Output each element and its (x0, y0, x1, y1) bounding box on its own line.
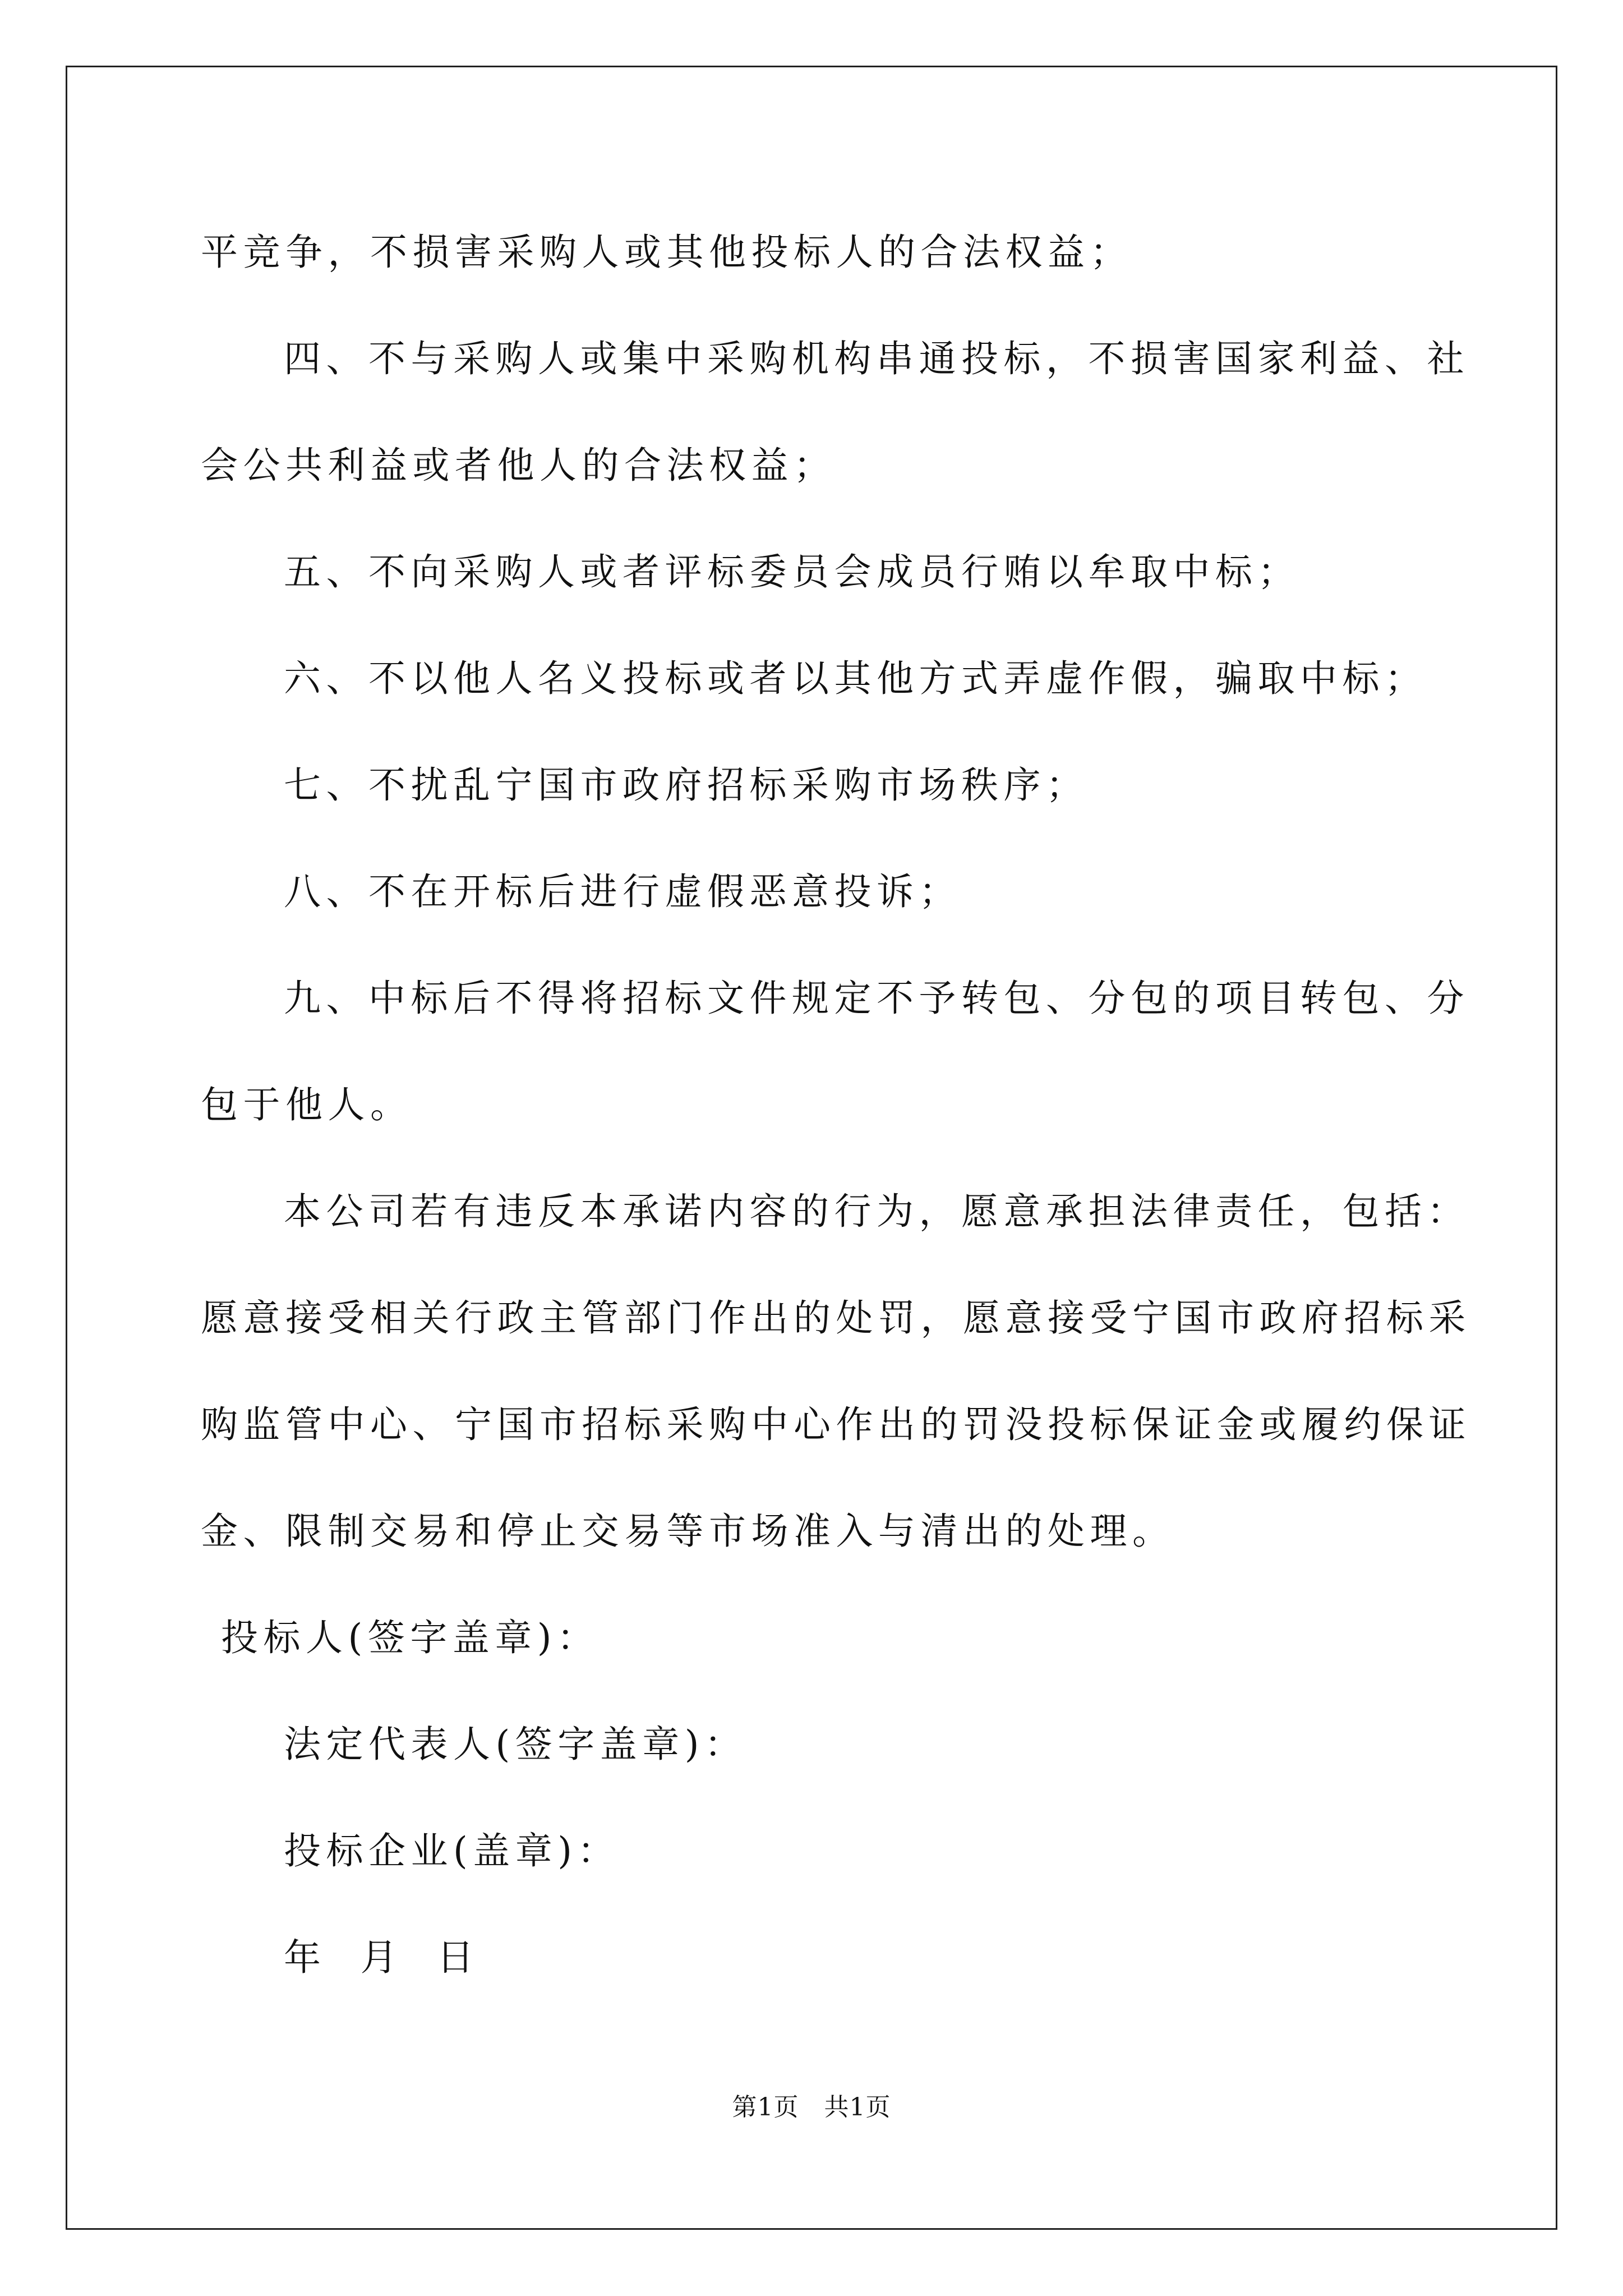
text-line: 七、不扰乱宁国市政府招标采购市场秩序； (284, 763, 1089, 807)
signature-line-legal-rep: 法定代表人(签字盖章)： (284, 1723, 747, 1766)
text-line: 购监管中心、宁国市招标采购中心作出的罚没投标保证金或履约保证 (201, 1403, 1471, 1446)
text-line: 八、不在开标后进行虚假恶意投诉； (284, 870, 961, 913)
text-line: 五、不向采购人或者评标委员会成员行贿以牟取中标； (284, 550, 1300, 593)
text-line: 本公司若有违反本承诺内容的行为，愿意承担法律责任，包括： (284, 1190, 1469, 1233)
date-line: 年 月 日 (284, 1936, 479, 1979)
text-line: 平竞争，不损害采购人或其他投标人的合法权益； (201, 231, 1132, 274)
text-line: 六、不以他人名义投标或者以其他方式弄虚作假，骗取中标； (284, 657, 1427, 700)
page-border (66, 66, 1557, 2230)
text-line: 四、不与采购人或集中采购机构串通投标，不损害国家利益、社 (284, 337, 1469, 380)
page-number: 第1页 共1页 (732, 2093, 891, 2122)
text-line: 会公共利益或者他人的合法权益； (201, 444, 836, 487)
text-line: 金、限制交易和停止交易等市场准入与清出的处理。 (201, 1510, 1175, 1553)
text-line: 愿意接受相关行政主管部门作出的处罚，愿意接受宁国市政府招标采 (201, 1296, 1471, 1340)
text-line: 包于他人。 (201, 1083, 413, 1126)
text-line: 九、中标后不得将招标文件规定不予转包、分包的项目转包、分 (284, 977, 1469, 1020)
signature-line-company: 投标企业(盖章)： (284, 1829, 620, 1872)
signature-line-bidder: 投标人(签字盖章)： (221, 1616, 600, 1659)
